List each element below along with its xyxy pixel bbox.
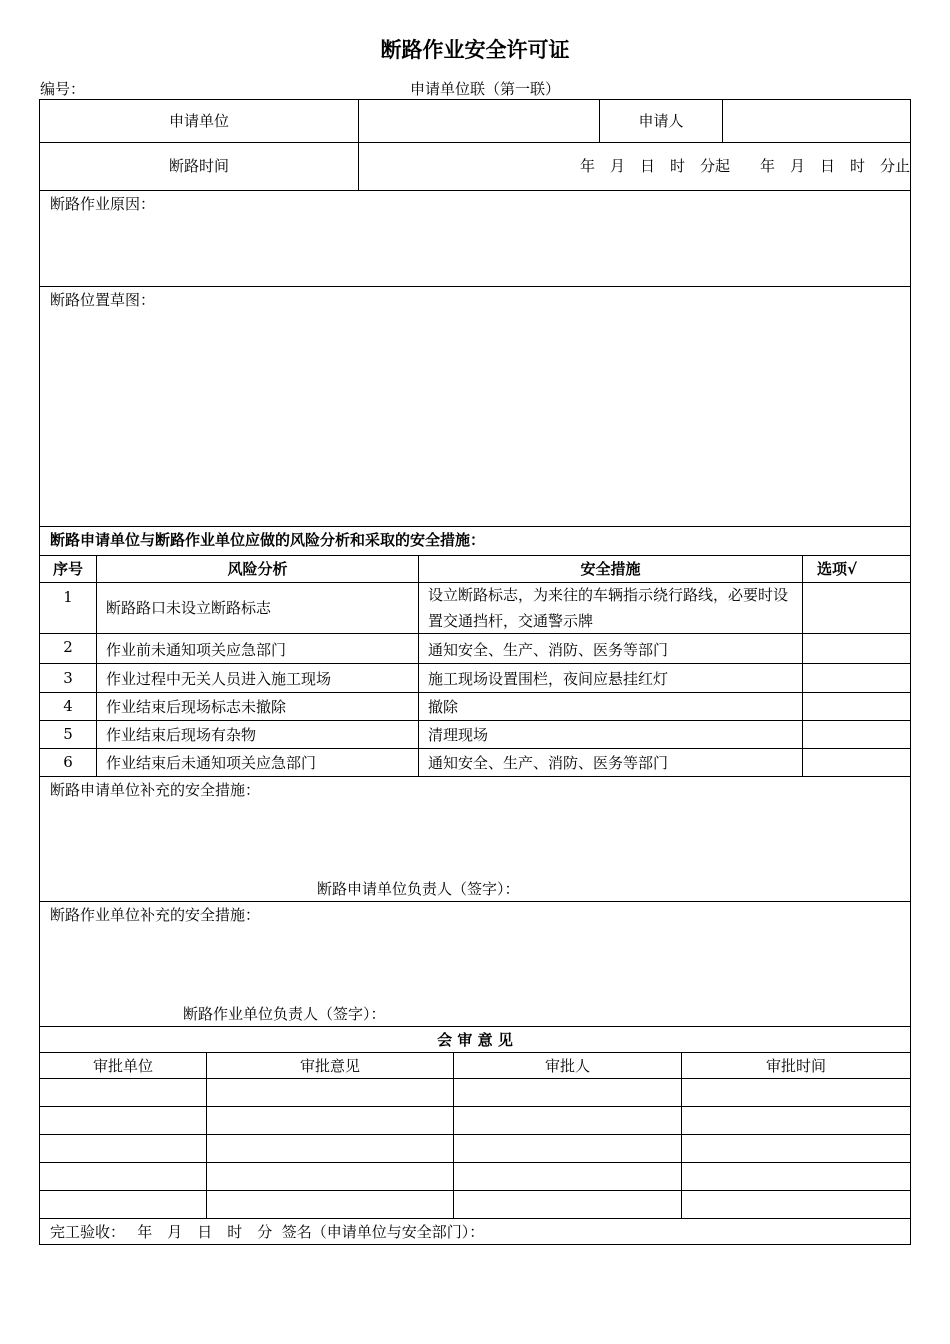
- review-row[interactable]: [39, 1106, 911, 1107]
- supplement-applicant-field[interactable]: [40, 800, 910, 876]
- sketch-label: 断路位置草图：: [50, 291, 156, 309]
- row-1-no: 1: [63, 588, 73, 606]
- row-6-no: 6: [63, 753, 73, 771]
- col-measure: 安全措施: [580, 560, 641, 578]
- supplement-applicant-sign: 断路申请单位负责人（签字）：: [317, 880, 520, 898]
- row-4-option-checkbox[interactable]: [803, 693, 910, 720]
- row-1-measure: 设立断路标志，为来往的车辆指示绕行路线，必要时设置交通挡杆，交通警示牌: [428, 586, 789, 630]
- row-4-measure: 撤除: [428, 698, 459, 716]
- review-col-unit: 审批单位: [92, 1057, 153, 1075]
- reason-field[interactable]: [40, 214, 910, 286]
- supplement-worker-sign: 断路作业单位负责人（签字）：: [183, 1005, 386, 1023]
- applicant-label: 申请人: [638, 112, 684, 130]
- completion-line[interactable]: 完工验收： 年 月 日 时 分 签名（申请单位与安全部门）：: [50, 1223, 485, 1241]
- review-col-opinion: 审批意见: [299, 1057, 360, 1075]
- row-2-no: 2: [63, 638, 73, 656]
- row-3-no: 3: [63, 669, 73, 687]
- row-5-risk: 作业结束后现场有杂物: [106, 726, 257, 744]
- col-risk: 风险分析: [227, 560, 288, 578]
- row-6-measure: 通知安全、生产、消防、医务等部门: [428, 754, 669, 772]
- row-3-risk: 作业过程中无关人员进入施工现场: [106, 670, 332, 688]
- supplement-worker-label: 断路作业单位补充的安全措施：: [50, 906, 261, 924]
- row-6-risk: 作业结束后未通知项关应急部门: [106, 754, 317, 772]
- row-5-option-checkbox[interactable]: [803, 721, 910, 748]
- col-no: 序号: [52, 560, 83, 578]
- page-title: 断路作业安全许可证: [380, 37, 570, 62]
- review-col-approver: 审批人: [544, 1057, 590, 1075]
- risk-heading: 断路申请单位与断路作业单位应做的风险分析和采取的安全措施：: [50, 531, 486, 549]
- review-row[interactable]: [39, 1162, 911, 1163]
- sketch-area[interactable]: [40, 310, 910, 526]
- row-6-option-checkbox[interactable]: [803, 749, 910, 776]
- row-2-option-checkbox[interactable]: [803, 634, 910, 663]
- row-1-risk: 断路路口未设立断路标志: [106, 599, 272, 617]
- row-1-option-checkbox[interactable]: [803, 583, 910, 633]
- supplement-worker-field[interactable]: [40, 925, 910, 1001]
- applicant-field[interactable]: [723, 100, 910, 142]
- row-2-risk: 作业前未通知项关应急部门: [106, 641, 287, 659]
- applicant-unit-label: 申请单位: [168, 112, 229, 130]
- copy-label: 申请单位联（第一联）: [410, 80, 561, 98]
- review-col-time: 审批时间: [765, 1057, 826, 1075]
- time-label: 断路时间: [168, 157, 229, 175]
- row-3-option-checkbox[interactable]: [803, 664, 910, 692]
- reason-label: 断路作业原因：: [50, 195, 156, 213]
- col-option: 选项√: [816, 560, 857, 578]
- supplement-applicant-label: 断路申请单位补充的安全措施：: [50, 781, 261, 799]
- row-2-measure: 通知安全、生产、消防、医务等部门: [428, 641, 669, 659]
- review-row[interactable]: [39, 1190, 911, 1191]
- row-5-no: 5: [63, 725, 73, 743]
- number-label: 编号：: [40, 80, 86, 98]
- row-4-no: 4: [63, 697, 73, 715]
- applicant-unit-field[interactable]: [359, 100, 599, 142]
- row-3-measure: 施工现场设置围栏，夜间应悬挂红灯: [428, 670, 669, 688]
- time-field[interactable]: 年 月 日 时 分起 年 月 日 时 分止: [580, 157, 911, 175]
- row-4-risk: 作业结束后现场标志未撤除: [106, 698, 287, 716]
- review-heading: 会 审 意 见: [437, 1031, 513, 1049]
- row-5-measure: 清理现场: [428, 726, 489, 744]
- review-row[interactable]: [39, 1134, 911, 1135]
